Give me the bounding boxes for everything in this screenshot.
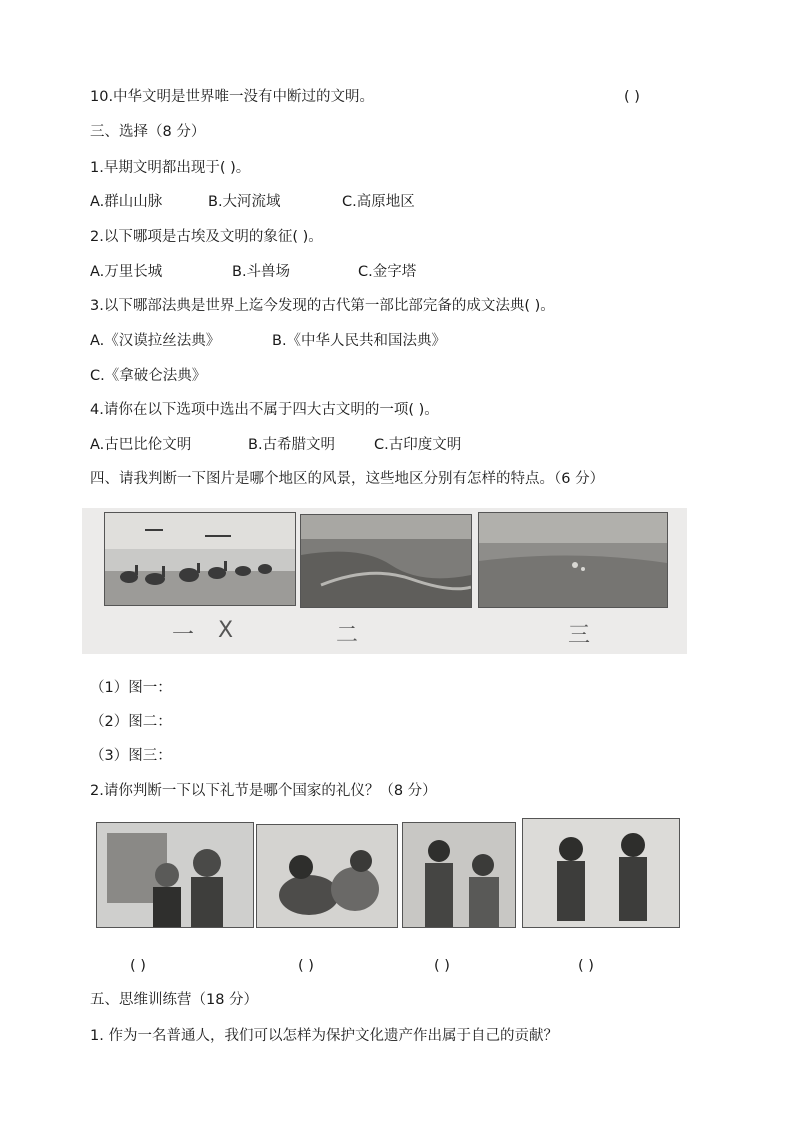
option-c: C.高原地区 <box>342 194 415 210</box>
camel-desert-photo <box>104 512 296 606</box>
etiquette-photo-3 <box>402 822 516 928</box>
x-mark: X <box>218 618 234 643</box>
photo-label-3: 三 <box>568 623 591 648</box>
question-text: 2.以下哪项是古埃及文明的象征( )。 <box>90 229 323 245</box>
answer-paren-3: ( ) <box>434 958 450 974</box>
grassland-photo <box>478 512 668 608</box>
question-text: 1. 作为一名普通人，我们可以怎样为保护文化遗产作出属于自己的贡献？ <box>90 1028 558 1044</box>
option-b: B.《中华人民共和国法典》 <box>272 333 447 349</box>
option-c: C.金字塔 <box>358 264 417 280</box>
etiquette-photo-4 <box>522 818 680 928</box>
river-valley-photo <box>300 514 472 608</box>
etiquette-photo-strip <box>96 818 680 930</box>
option-b: B.古希腊文明 <box>248 437 336 453</box>
option-a: A.万里长城 <box>90 264 163 280</box>
option-a: A.群山山脉 <box>90 194 163 210</box>
etiquette-photo-1 <box>96 822 254 928</box>
question-text: 1.早期文明都出现于( )。 <box>90 160 251 176</box>
option-c: C.古印度文明 <box>374 437 462 453</box>
question-10: 10.中华文明是世界唯一没有中断过的文明。 <box>90 89 375 105</box>
answer-paren-1: ( ) <box>130 958 146 974</box>
answer-paren-4: ( ) <box>578 958 594 974</box>
question-text: 3.以下哪部法典是世界上迄今发现的古代第一部比部完备的成文法典( )。 <box>90 298 555 314</box>
answer-line-3: （3）图三： <box>90 748 172 764</box>
option-c: C.《拿破仑法典》 <box>90 368 207 384</box>
option-a: A.古巴比伦文明 <box>90 437 192 453</box>
option-a: A.《汉谟拉丝法典》 <box>90 333 221 349</box>
section-title: 五、思维训练营（18 分） <box>90 992 259 1008</box>
answer-paren-2: ( ) <box>298 958 314 974</box>
photo-label-1: 一 <box>172 623 195 648</box>
option-b: B.斗兽场 <box>232 264 291 280</box>
section-title: 四、请我判断一下图片是哪个地区的风景，这些地区分别有怎样的特点。（6 分） <box>90 471 605 487</box>
answer-line-1: （1）图一： <box>90 680 172 696</box>
landscape-photo-strip <box>82 508 687 654</box>
etiquette-photo-2 <box>256 824 398 928</box>
question-text: 4.请你在以下选项中选出不属于四大古文明的一项( )。 <box>90 402 439 418</box>
answer-line-2: （2）图二： <box>90 714 172 730</box>
question-text: 2.请你判断一下以下礼节是哪个国家的礼仪？（8 分） <box>90 783 437 799</box>
section-title: 三、选择（8 分） <box>90 124 206 140</box>
photo-label-2: 二 <box>336 623 359 648</box>
answer-paren: ( ) <box>624 89 640 105</box>
option-b: B.大河流域 <box>208 194 281 210</box>
